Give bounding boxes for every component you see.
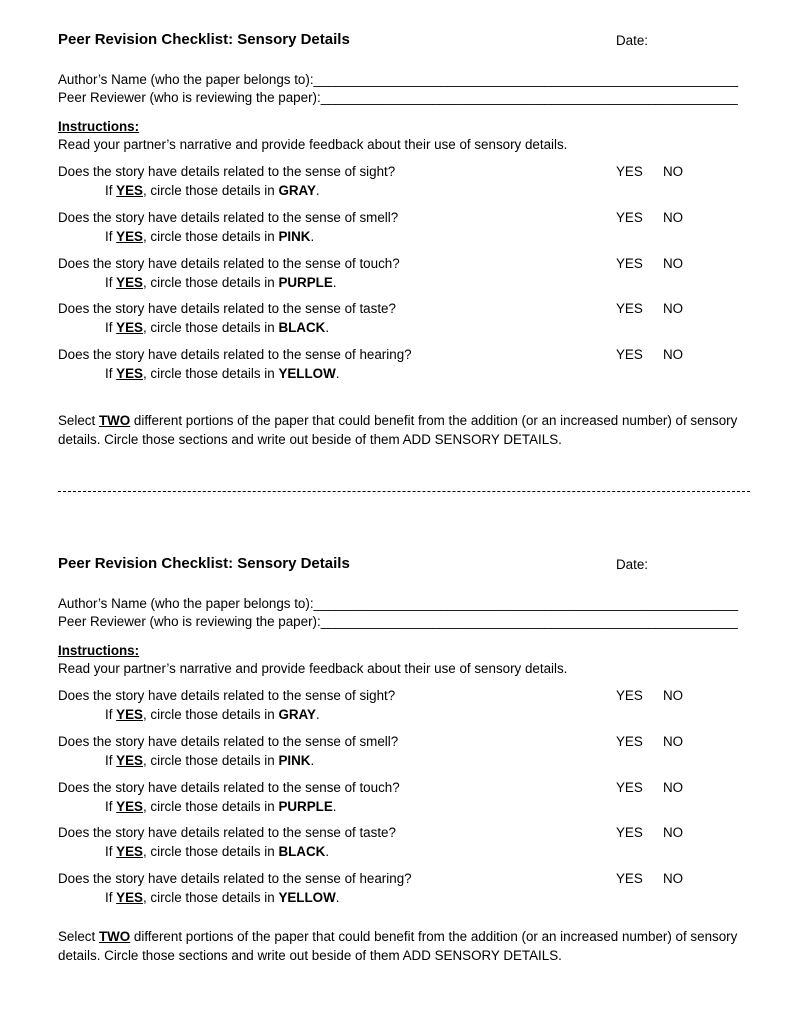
page-title: Peer Revision Checklist: Sensory Details	[58, 555, 350, 572]
question-instruction: If YES, circle those details in GRAY.	[105, 183, 320, 198]
question-instruction: If YES, circle those details in PURPLE.	[105, 799, 337, 814]
question-instruction: If YES, circle those details in PURPLE.	[105, 275, 337, 290]
no-option: NO	[663, 780, 684, 795]
yes-option: YES	[616, 688, 643, 703]
question-text: Does the story have details related to the sense of smell?	[58, 734, 399, 749]
yes-option: YES	[616, 871, 643, 886]
question-instruction: If YES, circle those details in BLACK.	[105, 320, 330, 335]
question-text: Does the story have details related to the sense of smell?	[58, 210, 399, 225]
no-option: NO	[663, 871, 684, 886]
yes-option: YES	[616, 256, 643, 271]
question-text: Does the story have details related to the sense of hearing?	[58, 871, 412, 886]
no-option: NO	[663, 825, 684, 840]
yes-option: YES	[616, 301, 643, 316]
instructions-heading: Instructions:	[58, 119, 140, 134]
yes-option: YES	[616, 734, 643, 749]
question-text: Does the story have details related to the sense of touch?	[58, 256, 400, 271]
select-two-instruction: Select TWO different portions of the paper that could benefit from the addition (or an increased number) of sensory details. Circle those sections and write out beside of them ADD SENSORY DETAILS.	[58, 413, 738, 447]
instructions-text: Read your partner’s narrative and provide feedback about their use of sensory details.	[58, 661, 568, 676]
question-text: Does the story have details related to the sense of sight?	[58, 164, 396, 179]
peer-reviewer-line: Peer Reviewer (who is reviewing the paper):________________________________________________________	[58, 614, 738, 629]
question-instruction: If YES, circle those details in PINK.	[105, 229, 315, 244]
question-text: Does the story have details related to the sense of hearing?	[58, 347, 412, 362]
yes-option: YES	[616, 780, 643, 795]
question-instruction: If YES, circle those details in PINK.	[105, 753, 315, 768]
author-name-line: Author’s Name (who the paper belongs to):_________________________________________________________	[58, 596, 739, 611]
peer-reviewer-line: Peer Reviewer (who is reviewing the paper):________________________________________________________	[58, 90, 738, 105]
question-instruction: If YES, circle those details in YELLOW.	[105, 366, 340, 381]
no-option: NO	[663, 164, 684, 179]
instructions-heading: Instructions:	[58, 643, 140, 658]
no-option: NO	[663, 301, 684, 316]
question-text: Does the story have details related to the sense of touch?	[58, 780, 400, 795]
question-instruction: If YES, circle those details in GRAY.	[105, 707, 320, 722]
question-instruction: If YES, circle those details in BLACK.	[105, 844, 330, 859]
no-option: NO	[663, 734, 684, 749]
no-option: NO	[663, 688, 684, 703]
question-text: Does the story have details related to the sense of taste?	[58, 825, 396, 840]
no-option: NO	[663, 256, 684, 271]
yes-option: YES	[616, 164, 643, 179]
instructions-text: Read your partner’s narrative and provide feedback about their use of sensory details.	[58, 137, 568, 152]
page-title: Peer Revision Checklist: Sensory Details	[58, 31, 350, 48]
no-option: NO	[663, 347, 684, 362]
yes-option: YES	[616, 210, 643, 225]
date-label: Date:	[616, 557, 649, 572]
question-text: Does the story have details related to the sense of taste?	[58, 301, 396, 316]
author-name-line: Author’s Name (who the paper belongs to):_________________________________________________________	[58, 72, 739, 87]
yes-option: YES	[616, 825, 643, 840]
select-two-instruction: Select TWO different portions of the paper that could benefit from the addition (or an increased number) of sensory details. Circle those sections and write out beside of them ADD SENSORY DETAILS.	[58, 929, 738, 963]
question-instruction: If YES, circle those details in YELLOW.	[105, 890, 340, 905]
date-label: Date:	[616, 33, 649, 48]
question-text: Does the story have details related to the sense of sight?	[58, 688, 396, 703]
cut-line-divider	[58, 491, 750, 492]
no-option: NO	[663, 210, 684, 225]
yes-option: YES	[616, 347, 643, 362]
